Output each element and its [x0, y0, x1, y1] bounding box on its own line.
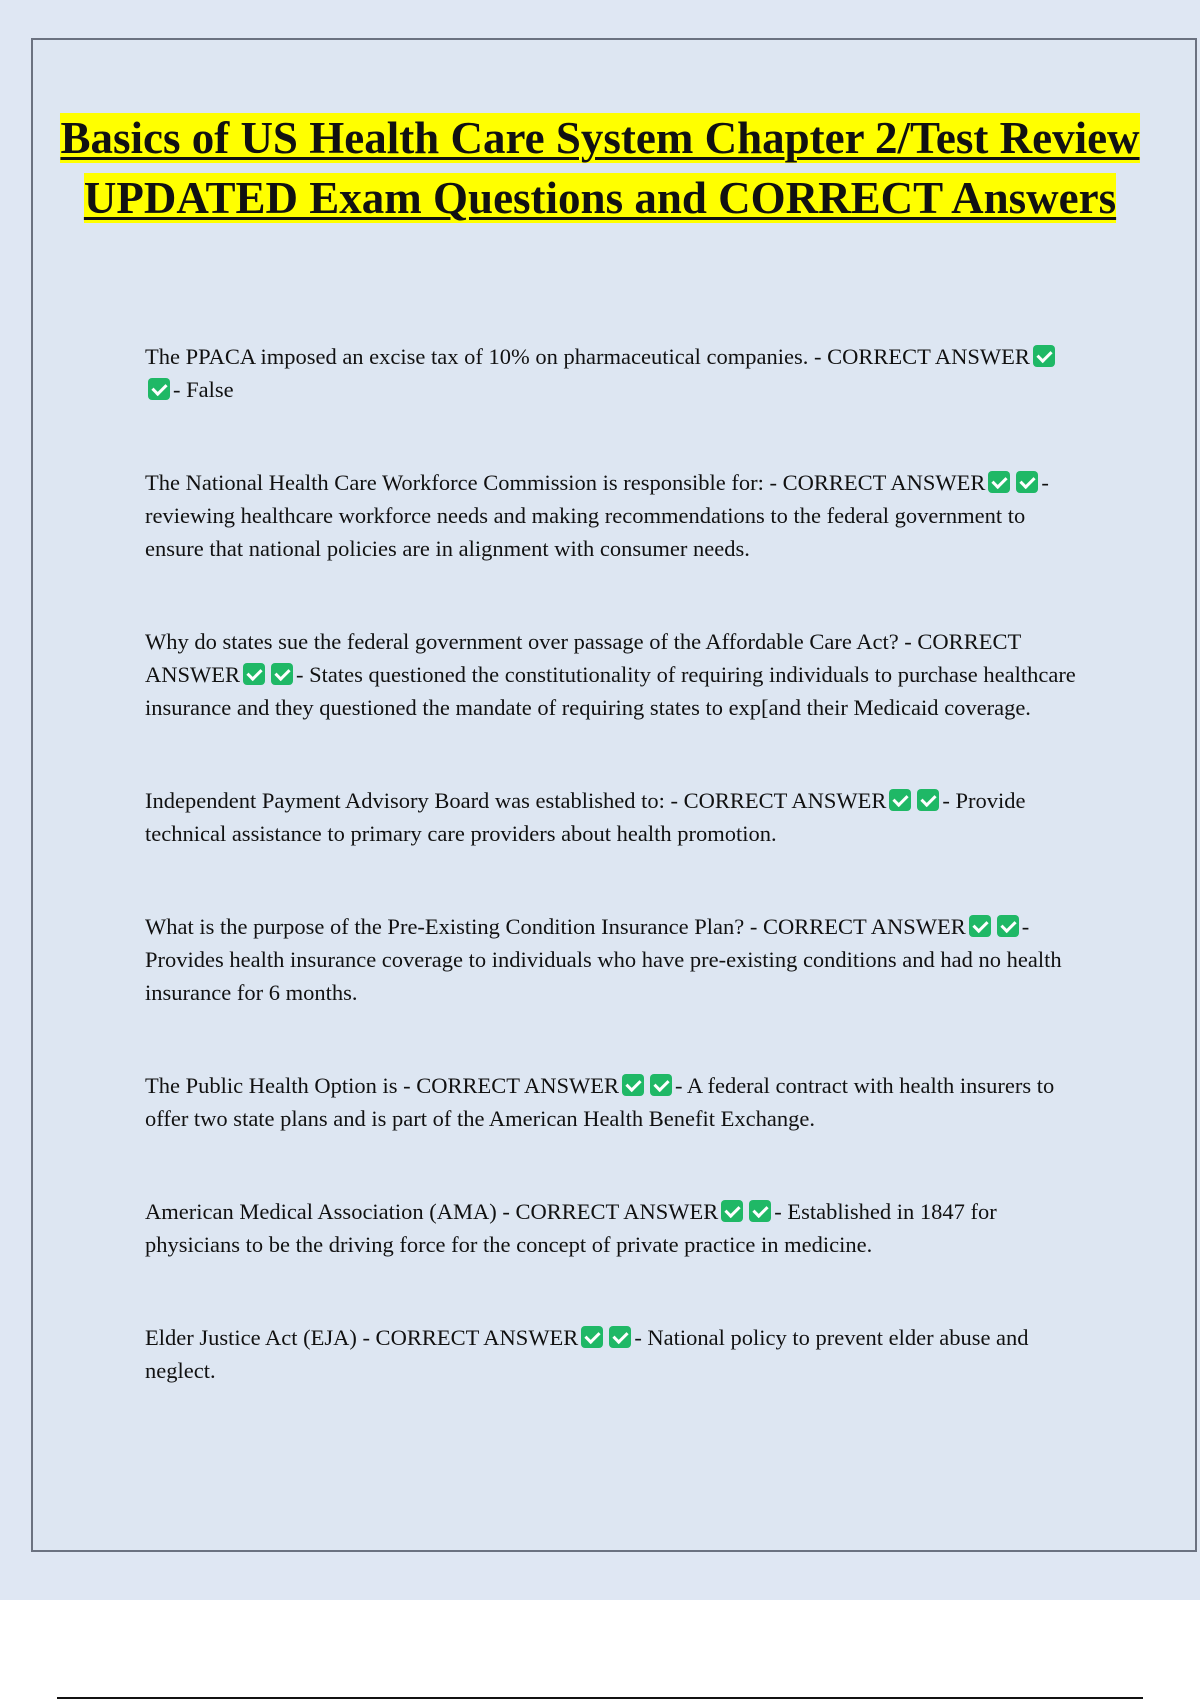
question-text: Independent Payment Advisory Board was established to: - CORRECT ANSWER [145, 788, 887, 813]
qa-item [145, 1321, 1080, 1387]
answer-text: - reviewing healthcare workforce needs and making recommendations to the federal government to ensure that national policies are in alignment with consumer needs. [145, 470, 1049, 561]
qa-item [145, 1069, 1080, 1135]
answer-text: - Provides health insurance coverage to individuals who have pre-existing conditions and had no health insurance for 6 months. [145, 914, 1062, 1005]
answer-text: - States questioned the constitutionality of requiring individuals to purchase healthcare insurance and they questioned the mandate of requiring states to exp[and their Medicaid coverage. [145, 662, 1076, 720]
check-mark-icon [609, 1326, 631, 1348]
question-text: American Medical Association (AMA) - CORRECT ANSWER [145, 1199, 719, 1224]
answer-text: - False [173, 377, 234, 402]
question-text: Why do states sue the federal government over passage of the Affordable Care Act? - CORRECT ANSWER [145, 629, 1021, 687]
qa-item [145, 625, 1080, 724]
check-mark-icon [148, 378, 170, 400]
check-mark-icon [969, 915, 991, 937]
check-mark-icon [988, 471, 1010, 493]
footer-divider [57, 1697, 1143, 1699]
question-text: The Public Health Option is - CORRECT ANSWER [145, 1073, 619, 1098]
answer-text: - A federal contract with health insurers to offer two state plans and is part of the American Health Benefit Exchange. [145, 1073, 1055, 1131]
qa-item [145, 910, 1080, 1009]
check-mark-icon [1016, 471, 1038, 493]
qa-item [145, 1195, 1080, 1261]
check-mark-icon [622, 1074, 644, 1096]
document-title [40, 108, 1160, 228]
question-text: The PPACA imposed an excise tax of 10% on pharmaceutical companies. - CORRECT ANSWER [145, 344, 1030, 369]
check-mark-icon [1033, 345, 1055, 367]
answer-text: - Provide technical assistance to primary care providers about health promotion. [145, 788, 1026, 846]
question-text: Elder Justice Act (EJA) - CORRECT ANSWER [145, 1325, 579, 1350]
check-mark-icon [917, 789, 939, 811]
answer-text: - National policy to prevent elder abuse and neglect. [145, 1325, 1029, 1383]
check-mark-icon [581, 1326, 603, 1348]
check-mark-icon [997, 915, 1019, 937]
answer-text: - Established in 1847 for physicians to be the driving force for the concept of private practice in medicine. [145, 1199, 997, 1257]
check-mark-icon [889, 789, 911, 811]
check-mark-icon [650, 1074, 672, 1096]
qa-item [145, 784, 1080, 850]
question-text: What is the purpose of the Pre-Existing Condition Insurance Plan? - CORRECT ANSWER [145, 914, 966, 939]
question-text: The National Health Care Workforce Commission is responsible for: - CORRECT ANSWER [145, 470, 986, 495]
check-mark-icon [721, 1200, 743, 1222]
qa-item [145, 466, 1080, 565]
check-mark-icon [271, 663, 293, 685]
check-mark-icon [749, 1200, 771, 1222]
qa-list [145, 340, 1080, 1387]
check-mark-icon [243, 663, 265, 685]
title-text: Basics of US Health Care System Chapter 2/Test Review UPDATED Exam Questions and CORRECT Answers [60, 113, 1140, 223]
qa-item [145, 340, 1080, 406]
